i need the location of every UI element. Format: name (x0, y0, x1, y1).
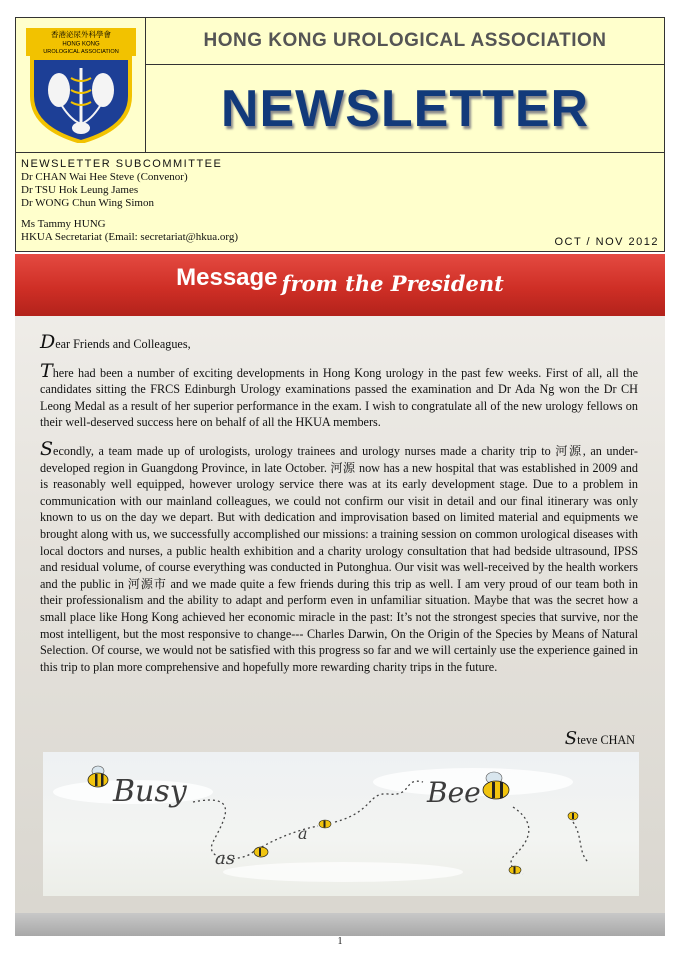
bee-icon (509, 866, 521, 874)
secretariat-name: Ms Tammy HUNG (21, 218, 106, 230)
bee-word-busy: Busy (113, 774, 187, 809)
bee-word-bee: Bee (427, 776, 481, 809)
banner-title-message: Message (176, 264, 278, 291)
subcommittee-block (21, 158, 661, 244)
secretariat-contact: HKUA Secretariat (Email: secretariat@hkua.org) (21, 231, 239, 243)
footer-bar (15, 913, 665, 936)
committee-member: Dr WONG Chun Wing Simon (21, 197, 154, 209)
association-logo (26, 28, 136, 143)
association-title: HONG KONG UROLOGICAL ASSOCIATION (203, 30, 607, 51)
bee-icon (568, 812, 578, 820)
paragraph-1-initial: T (40, 359, 53, 382)
bee-icon (254, 847, 268, 857)
bee-word-a: a (298, 824, 308, 843)
president-letter (40, 331, 638, 685)
salutation-text: ear Friends and Colleagues, (55, 337, 191, 351)
masthead (15, 17, 665, 252)
paragraph-1-text: here had been a number of exciting developments in Hong Kong urology in the past few weeks. First of all, all the candidates sitting the FRCS Edinburgh Urology examinations passed the examination and Dr Ada Ng won the Dr CH Leong Medal as a result of her superior performance in the exam. I wish to congratulate all of the new urology fellows on their well-deserved success here on behalf of all the HKUA members. (40, 365, 638, 430)
newsletter-title-cell (146, 65, 664, 153)
banner-title-from-president: from the President (281, 271, 504, 296)
bee-icon (319, 820, 331, 828)
issue-date: OCT / NOV 2012 (554, 236, 659, 248)
logo-text-association: UROLOGICAL ASSOCIATION (43, 49, 119, 55)
banner-title (15, 264, 665, 296)
committee-member: Dr CHAN Wai Hee Steve (Convenor) (21, 171, 188, 183)
paragraph-2-text: econdly, a team made up of urologists, urology trainees and urology nurses made a charity trip to 河源, an under-developed region in Guangdong Province, in late October. 河源 now has a new hospital that was established in 2009 and is reasonably well equipped, however urology service there was at its early development stage. Due to a problem in communication with our mainland colleagues, we could not confirm our visit in detail and our final itinerary was only known to us on the day we depart. But with dedication and improvisation based on limited material and equipments we brought along with us, we successfully accomplished our missions: a training session on common urological diseases with local doctors and nurses, a public health exhibition and a charity urology consultation that had bedside ultrasound, IPSS and residual volume, of course everything was conducted in Putonghua. Our visit was well-received by the health workers and the public in 河源市 and we made quite a few friends during this trip as well. I am very proud of our team both in their professionalism and the ability to adapt and perform even in unfamiliar situation. Maybe that was the secret how a small place like Hong Kong achieved her economic miracle in the past: It’s not the strongest species that survive, nor the most intelligent, but the most responsive to change--- Charles Darwin, On the Origin of the Species by Means of Natural Selection. Of course, we would not be satisfied with this progress so far and we will certainly use the experience gained in this trip to plan more comprehensive and hopefully more rewarding charity trips in the future. (40, 443, 638, 674)
bee-word-as: as (215, 848, 235, 869)
bee-icon (88, 766, 108, 787)
subcommittee-heading: NEWSLETTER SUBCOMMITTEE (21, 158, 223, 170)
page-number: 1 (337, 936, 343, 947)
committee-member: Dr TSU Hok Leung James (21, 184, 139, 196)
president-message-section (15, 254, 665, 936)
signature-initial: S (564, 728, 578, 749)
letter-paragraph-1 (40, 359, 638, 431)
logo-text-chinese: 香港泌尿外科學會 (51, 30, 111, 39)
association-title-cell (146, 18, 664, 65)
paragraph-2-initial: S (40, 437, 54, 460)
letter-paragraph-2 (40, 437, 638, 675)
letter-salutation (40, 331, 638, 353)
letter-signature (465, 728, 635, 749)
logo-text-hongkong: HONG KONG (62, 41, 100, 48)
section-banner (15, 254, 665, 316)
logo-cell (16, 18, 146, 153)
signature-text: teve CHAN (577, 733, 635, 747)
newsletter-title: NEWSLETTER (220, 79, 590, 138)
salutation-initial: D (40, 331, 56, 353)
busy-as-a-bee-illustration (43, 752, 639, 896)
